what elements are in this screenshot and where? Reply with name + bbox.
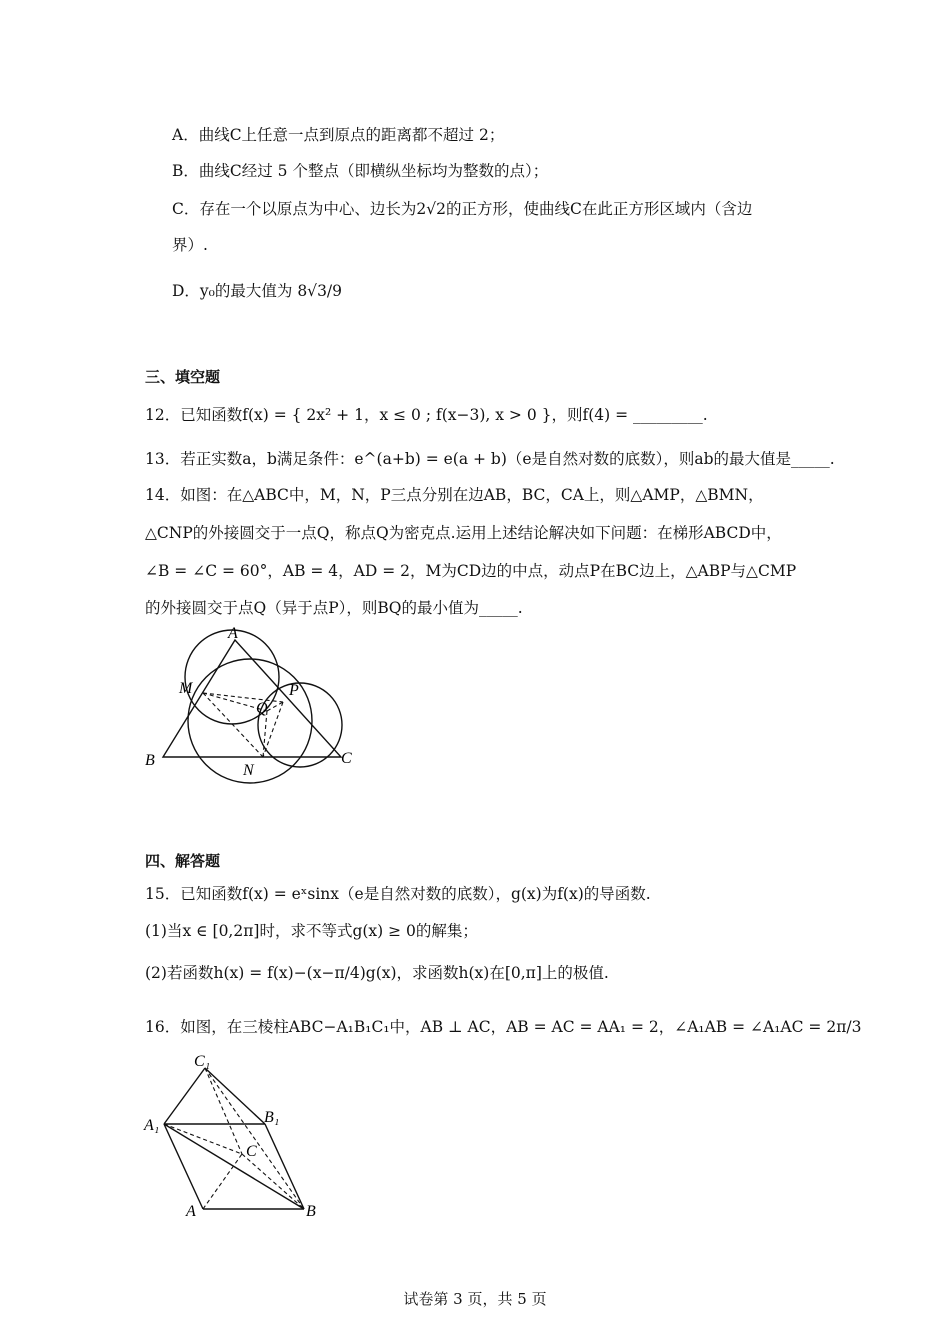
label-c: C [341, 750, 352, 767]
question-16: 16．如图，在三棱柱ABC−A₁B₁C₁中，AB ⊥ AC，AB = AC = AA₁ = 2，∠A₁AB = ∠A₁AC = 2π/3 [145, 1018, 862, 1036]
section-fill-in-title: 三、填空题 [145, 368, 221, 386]
option-c-line2: 界）. [172, 236, 208, 254]
question-14-line4: 的外接圆交于点Q（异于点P），则BQ的最小值为_____. [145, 599, 523, 617]
label-c1: C₁ [194, 1053, 211, 1070]
question-15: 15．已知函数f(x) = eˣsinx（e是自然对数的底数），g(x)为f(x)的导函数. [145, 885, 651, 903]
option-c-line1: C．存在一个以原点为中心、边长为2√2的正方形，使曲线C在此正方形区域内（含边 [172, 200, 753, 218]
label-a-prism: A [186, 1203, 196, 1220]
question-15-part1: (1)当x ∈ [0,2π]时，求不等式g(x) ≥ 0的解集； [145, 922, 478, 940]
label-p: P [289, 682, 299, 699]
miquel-point-figure [135, 620, 365, 810]
option-a: A．曲线C上任意一点到原点的距离都不超过 2； [172, 126, 505, 144]
option-b: B．曲线C经过 5 个整点（即横纵坐标均为整数的点）； [172, 162, 549, 180]
label-n: N [243, 762, 254, 779]
question-15-part2: (2)若函数h(x) = f(x)−(x−π/4)g(x)，求函数h(x)在[0,π]上的极值. [145, 964, 609, 982]
label-q: Q [256, 700, 268, 717]
question-12: 12．已知函数f(x) = { 2x² + 1，x ≤ 0 ; f(x−3), x > 0 }，则f(4) = _________. [145, 406, 708, 424]
label-c-prism: C [246, 1143, 257, 1160]
circle-cnp [258, 683, 342, 767]
question-14-line1: 14．如图：在△ABC中，M，N，P三点分别在边AB，BC，CA上，则△AMP，△BMN， [145, 486, 764, 504]
page-footer: 试卷第 3 页，共 5 页 [403, 1290, 547, 1308]
label-a: A [228, 625, 238, 642]
label-b: B [145, 752, 155, 769]
question-13: 13．若正实数a，b满足条件：e^(a+b) = e(a + b)（e是自然对数的底数），则ab的最大值是_____. [145, 450, 835, 468]
label-a1: A₁ [144, 1117, 160, 1134]
label-b1: B₁ [264, 1109, 280, 1126]
question-14-line2: △CNP的外接圆交于一点Q，称点Q为密克点.运用上述结论解决如下问题：在梯形ABCD中， [145, 524, 782, 542]
option-d: D．y₀的最大值为 8√3/9 [172, 282, 343, 300]
prism-figure [140, 1048, 340, 1223]
section-solve-title: 四、解答题 [145, 852, 221, 870]
label-b-prism: B [306, 1203, 316, 1220]
question-14-line3: ∠B = ∠C = 60°，AB = 4，AD = 2，M为CD边的中点，动点P在BC边上，△ABP与△CMP [145, 562, 797, 580]
label-m: M [179, 680, 193, 697]
